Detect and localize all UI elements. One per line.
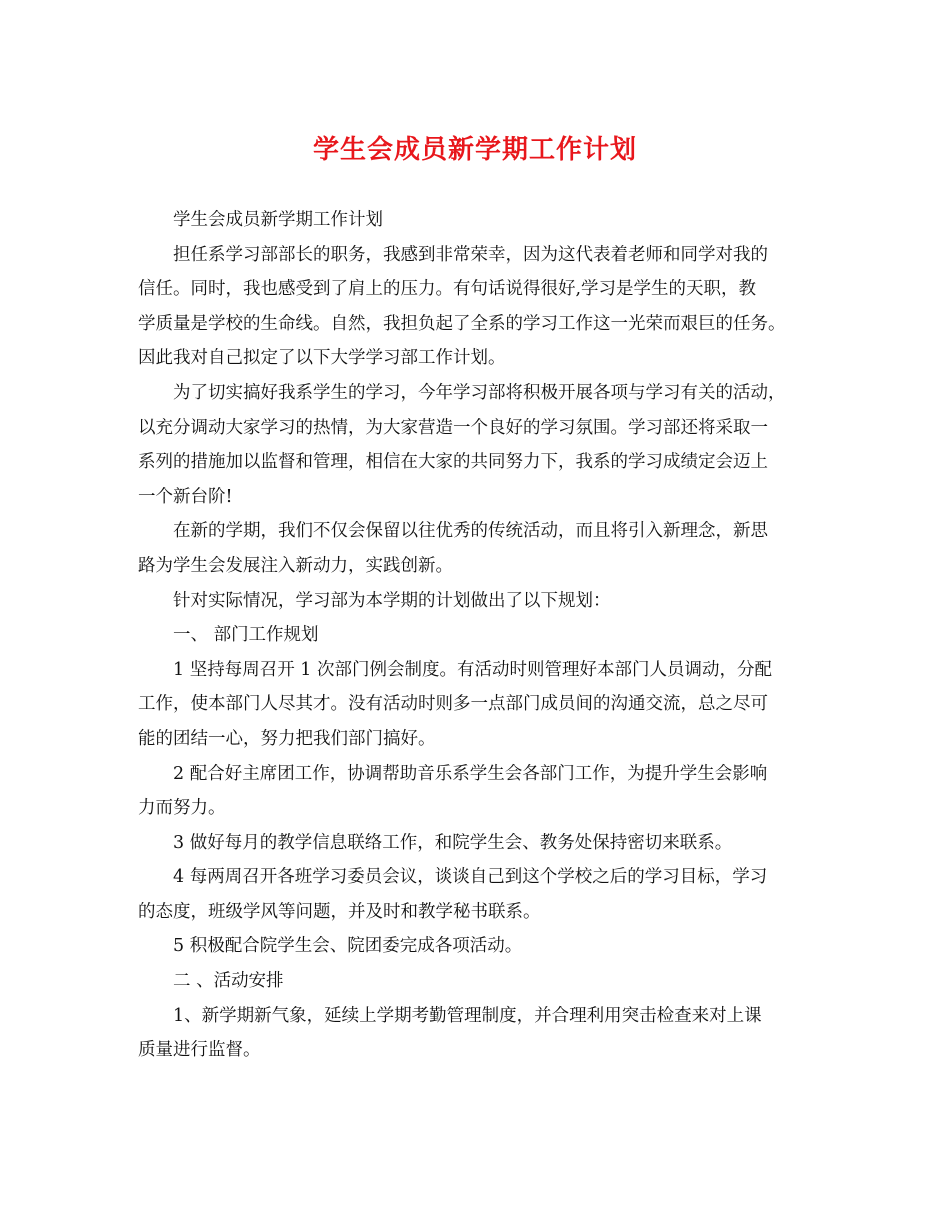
paragraph-line: 针对实际情况，学习部为本学期的计划做出了以下规划： (173, 590, 611, 611)
paragraph (138, 653, 814, 757)
paragraph-line: 质量进行监督。 (138, 1040, 261, 1061)
paragraph-line: 工作，使本部门人尽其才。没有活动时则多一点部门成员间的沟通交流，总之尽可 (138, 694, 768, 715)
paragraph-line: 担任系学习部部长的职务，我感到非常荣幸，因为这代表着老师和同学对我的 (173, 244, 768, 265)
paragraph (138, 826, 814, 861)
document-body (138, 203, 814, 1068)
paragraph-line: 能的团结一心，努力把我们部门搞好。 (138, 728, 436, 749)
paragraph-line: 一个新台阶! (138, 486, 233, 507)
paragraph-line: 为了切实搞好我系学生的学习，今年学习部将积极开展各项与学习有关的活动， (173, 382, 786, 403)
paragraph-line: 4 每两周召开各班学习委员会议，谈谈自己到这个学校之后的学习目标，学习 (173, 867, 768, 888)
paragraph-line: 2 配合好主席团工作，协调帮助音乐系学生会各部门工作，为提升学生会影响 (173, 763, 768, 784)
paragraph (138, 203, 814, 238)
paragraph-line: 因此我对自己拟定了以下大学学习部工作计划。 (138, 348, 506, 369)
paragraph (138, 860, 814, 929)
paragraph-line: 3 做好每月的教学信息联络工作，和院学生会、教务处保持密切来联系。 (173, 832, 733, 853)
paragraph-line: 信任。同时，我也感受到了肩上的压力。有句话说得很好,学习是学生的天职，教 (138, 279, 757, 300)
paragraph-line: 以充分调动大家学习的热情，为大家营造一个良好的学习氛围。学习部还将采取一 (138, 417, 768, 438)
paragraph-line: 一、 部门工作规划 (173, 625, 319, 646)
paragraph-line: 二 、活动安排 (173, 971, 284, 992)
paragraph (138, 238, 814, 376)
paragraph-line: 力而努力。 (138, 798, 226, 819)
paragraph (138, 929, 814, 964)
paragraph-line: 5 积极配合院学生会、院团委完成各项活动。 (173, 936, 523, 957)
paragraph (138, 618, 814, 653)
paragraph-line: 1、新学期新气象，延续上学期考勤管理制度，并合理利用突击检查来对上课 (173, 1005, 762, 1026)
paragraph (138, 514, 814, 583)
paragraph-line: 路为学生会发展注入新动力，实践创新。 (138, 555, 453, 576)
paragraph (138, 376, 814, 514)
paragraph-line: 学质量是学校的生命线。自然，我担负起了全系的学习工作这一光荣而艰巨的任务。 (138, 313, 786, 334)
paragraph-line: 学生会成员新学期工作计划 (173, 210, 383, 230)
paragraph-line: 1 坚持每周召开 1 次部门例会制度。有活动时则管理好本部门人员调动，分配 (173, 659, 772, 680)
paragraph-line: 系列的措施加以监督和管理，相信在大家的共同努力下，我系的学习成绩定会迈上 (138, 452, 768, 473)
document-title: 学生会成员新学期工作计划 (312, 135, 637, 165)
paragraph (138, 584, 814, 619)
paragraph (138, 757, 814, 826)
paragraph (138, 999, 814, 1068)
paragraph-line: 的态度，班级学风等问题，并及时和教学秘书联系。 (138, 901, 541, 922)
paragraph (138, 964, 814, 999)
paragraph-line: 在新的学期，我们不仅会保留以往优秀的传统活动，而且将引入新理念，新思 (173, 521, 768, 542)
